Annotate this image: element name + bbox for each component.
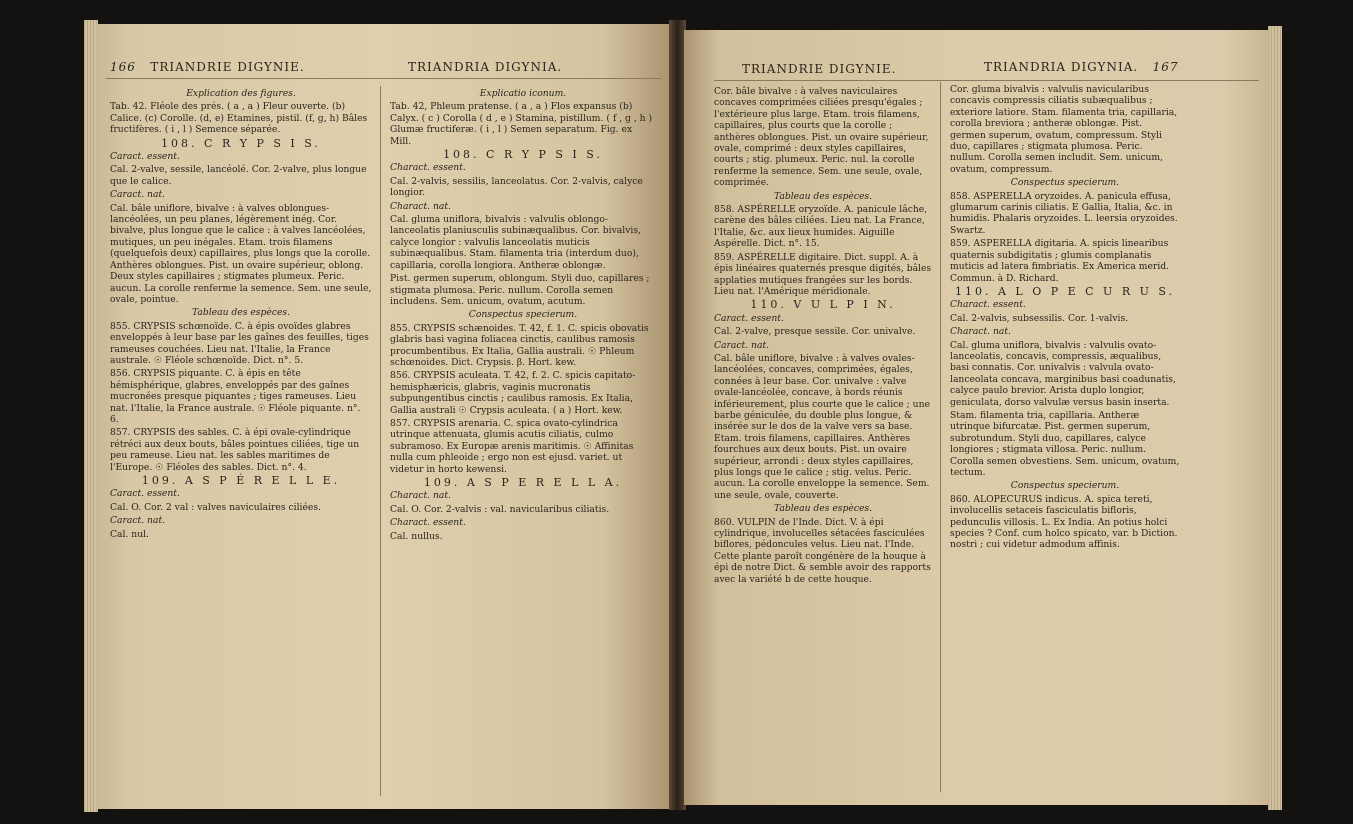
right-column-rule (940, 82, 941, 792)
text-paragraph: Cor. bâle bivalve : à valves naviculaires concaves comprimées ciliées presqu'égales ; l'extérieure plus large. Etam. trois filamens, capillaires, plus courts que la corolle ; anthères oblongues. Pist. un ovaire supérieur, ovale, comprimé : deux styles capillaires, courts ; stig. plumeux. Peric. nul. la corolle renferme la semence. Sem. une seule, ovale, comprimée. (714, 86, 929, 189)
text-paragraph: 857. CRYPSIS des sables. C. à épi ovale-cylindrique rétréci aux deux bouts, bâles pointues ciliées, tige un peu rameuse. Lieu nat. les sables maritimes de l'Europe. ☉ Fléoles des sables. Dict. n°. 4. (110, 427, 360, 473)
text-paragraph: 858. ASPÉRELLE oryzoïde. A. panicule lâche, carène des bâles ciliées. Lieu nat. La France, l'Italie, &c. aux lieux humides. Aiguille Aspérelle. Dict. n°. 15. (714, 204, 928, 250)
text-paragraph: Pist. germen superum, oblongum. Styli duo, capillares ; stigmata plumosa. Peric. nullum. Corolla semen includens. Sem. unicum, ovatum, acutum. (390, 273, 650, 307)
text-paragraph: Cal. O. Cor. 2 val : valves naviculaires ciliées. (110, 501, 321, 513)
left-head-rule (106, 78, 661, 79)
text-paragraph: Cal. gluma uniflora, bivalvis : valvulis ovato-lanceolatis, concavis, compressis, æqualibus, basi connatis. Cor. univalvis : valvula ovato-lanceolata concava, marginibus basi coadunatis, calyce paulo brevior. Arista duplo longior, geniculata, dorso valvulæ versus basin inserta. (950, 339, 1176, 408)
text-paragraph: 856. CRYPSIS piquante. C. à épis en tête hémisphérique, glabres, enveloppés par des gaînes mucronées presque piquantes ; tiges rameuses. Lieu nat. l'Italie, la France australe. ☉ Fléole piquante. n°. 6. (110, 368, 361, 425)
text-paragraph: 108. C R Y P S I S. (161, 136, 321, 150)
text-paragraph: Tableau des espèces. (773, 503, 873, 515)
left-page-number: 166 (110, 60, 136, 74)
text-paragraph: Stam. filamenta tria, capillaria. Antheræ utrinque bifurcatæ. Pist. germen superum, subrotundum. Styli duo, capillares, calyce longiores ; stigmata villosa. Peric. nullum. Corolla semen obvestiens. Sem. unicum, ovatum, tectum. (950, 409, 1180, 478)
right-head-rule (714, 80, 1259, 81)
text-paragraph: Tableau des espèces. (191, 307, 291, 319)
left-page (96, 24, 671, 809)
right-running-head-la (984, 60, 1179, 74)
left-latin-column (390, 88, 656, 544)
text-paragraph: Caract. essent. (110, 488, 180, 500)
text-paragraph: Tableau des espèces. (773, 190, 873, 202)
right-page-edges (1268, 26, 1282, 810)
text-paragraph: 859. ASPÉRELLE digitaire. Dict. suppl. A. à épis linéaires quaternés presque digités, bâles applaties mutiques frangées sur les bords. Lieu nat. l'Amérique méridionale. (714, 251, 932, 297)
text-paragraph: Charact. nat. (950, 326, 1011, 338)
left-running-head-fr (110, 60, 305, 74)
text-paragraph: Charact. essent. (390, 517, 466, 529)
right-head-fr: TRIANDRIE DIGYNIE. (742, 62, 897, 76)
text-paragraph: Caract. nat. (110, 189, 166, 201)
text-paragraph: 855. CRYPSIS schœnoïde. C. à épis ovoïdes glabres enveloppés à leur base par les gaînes des feuilles, tiges rameuses couchées. Lieu nat. l'Italie, la France australe. ☉ Fléole schœnoïde. Dict. n°. 5. (110, 320, 369, 366)
right-latin-column (950, 84, 1180, 553)
text-paragraph: Cal. bâle uniflore, bivalve : à valves oblongues-lancéolées, un peu planes, légèrement inég. Cor. bivalve, plus longue que le calice : à valves lancéolées, mutiques, un peu inégales. Etam. trois filamens (quelquefois deux) capillaires, plus longs que la corolle. Anthères oblongues. Pist. un ovaire supérieur, oblong. Deux styles capillaires ; stigmates plumeux. Peric. aucun. La corolle renferme la semence. Sem. une seule, ovale, pointue. (110, 202, 372, 305)
text-paragraph: Cor. gluma bivalvis : valvulis navicularibus concavis compressis ciliatis subæqualibus ; exteriore latiore. Stam. filamenta tria, capillaria, corolla breviora ; antheræ oblongæ. Pist. germen superum, ovatum, compressum. Styli duo, capillares ; stigmata plumosa. Peric. nullum. Corolla semen includit. Sem. unicum, ovatum, compressum. (950, 84, 1178, 175)
left-head-fr: TRIANDRIE DIGYNIE. (150, 60, 305, 74)
text-paragraph: Explication des figures. (186, 88, 296, 99)
left-running-head-la: TRIANDRIA DIGYNIA. (408, 60, 563, 74)
text-paragraph: Cal. 2-valvis, subsessilis. Cor. 1-valvis. (950, 312, 1129, 324)
text-paragraph: Conspectus specierum. (1010, 480, 1120, 492)
text-paragraph: Cal. nullus. (390, 530, 443, 542)
text-paragraph: Charact. essent. (950, 299, 1026, 311)
text-paragraph: Cal. 2-valve, presque sessile. Cor. univalve. (714, 326, 916, 338)
text-paragraph: 108. C R Y P S I S. (443, 148, 603, 162)
text-paragraph: Caract. nat. (714, 339, 770, 351)
left-column-rule (380, 86, 381, 796)
text-paragraph: 855. CRYPSIS schænoides. T. 42, f. 1. C. spicis obovatis glabris basi vagina foliacea cinctis, caulibus ramosis procumbentibus. Ex Italia, Gallia australi. ☉ Phleum schœnoides. Dict. Crypsis. β. Hort. kew. (390, 322, 649, 368)
text-paragraph: 859. ASPERELLA digitaria. A. spicis linearibus quaternis subdigitatis ; glumis complanatis muticis ad latera fimbriatis. Ex America merid. Commun. à D. Richard. (950, 238, 1170, 284)
text-paragraph: Charact. nat. (390, 490, 451, 502)
text-paragraph: 857. CRYPSIS arenaria. C. spica ovato-cylindrica utrinque attenuata, glumis acutis ciliatis, culmo subramoso. Ex Europæ arenis maritimis. ☉ Affinitas nulla cum phleoide ; ergo non est ejusd. variet. ut videtur in horto kewensi. (390, 417, 634, 475)
text-paragraph: 110. V U L P I N. (750, 298, 896, 312)
text-paragraph: Cal. bâle uniflore, bivalve : à valves ovales-lancéolées, concaves, comprimées, égales, connées à leur base. Cor. univalve : valve ovale-lancéolée, concave, à bords réunis inférieurement, plus courte que le calice ; une barbe géniculée, du double plus longue, & insérée sur le dos de la valve vers sa base. Etam. trois filamens, capillaires. Anthères fourchues aux deux bouts. Pist. un ovaire supérieur, arrondi : deux styles capillaires, plus longs que le calice ; stig. velus. Peric. aucun. La corolle enveloppe la semence. Sem. une seule, ovale, couverte. (714, 352, 930, 501)
text-paragraph: Caract. essent. (714, 312, 784, 324)
text-paragraph: Cal. O. Cor. 2-valvis : val. navicularibus ciliatis. (390, 503, 610, 515)
text-paragraph: Charact. essent. (390, 162, 466, 174)
text-paragraph: 109. A S P E R E L L A. (423, 476, 623, 489)
right-head-la: TRIANDRIA DIGYNIA. (984, 60, 1139, 74)
text-paragraph: Cal. gluma uniflora, bivalvis : valvulis oblongo-lanceolatis planiusculis subinæqualibus. Cor. bivalvis, calyce longior : valvulis lanceolatis muticis subinæqualibus. Stam. filamenta tria (interdum duo), capillaria, corolla longiora. Antheræ oblongæ. (390, 214, 641, 271)
right-page-number: 167 (1152, 60, 1179, 74)
text-paragraph: 858. ASPERELLA oryzoides. A. panicula effusa, glumarum carinis ciliatis. E Gallia, Italia, &c. in humidis. Phalaris oryzoides. L. leersia oryzoides. Swartz. (950, 190, 1178, 236)
right-page (684, 30, 1270, 805)
text-paragraph: Cal. nul. (110, 528, 149, 540)
text-paragraph: Cal. 2-valve, sessile, lancéolé. Cor. 2-valve, plus longue que le calice. (110, 164, 367, 187)
text-paragraph: Tab. 42. Fléole des prés. ( a , a ) Fleur ouverte. (b) Calice. (c) Corolle. (d, e) Etamines, pistil. (f, g, h) Bâles fructifères. ( i , l ) Semence séparée. (110, 101, 368, 136)
text-paragraph: 860. VULPIN de l'Inde. Dict. V. à épi cylindrique, involucelles sétacées fasciculées biflores, pédoncules velus. Lieu nat. l'Inde. Cette plante paroît congénère de la houque à épi de notre Dict. & semble avoir des rapports avec la variété b de cette houque. (714, 516, 931, 585)
text-paragraph: Cal. 2-valvis, sessilis, lanceolatus. Cor. 2-valvis, calyce longior. (390, 175, 643, 199)
text-paragraph: Conspectus specierum. (468, 309, 578, 321)
text-paragraph: Charact. nat. (390, 200, 451, 212)
left-french-column (110, 88, 372, 542)
text-paragraph: 856. CRYPSIS aculeata. T. 42, f. 2. C. spicis capitato-hemisphæricis, glabris, vaginis mucronatis subpungentibus cinctis ; caulibus ramosis. Ex Italia, Gallia australi ☉ Crypsis aculeata. ( a ) Hort. kew. (390, 370, 636, 416)
text-paragraph: 110. A L O P E C U R U S. (954, 284, 1176, 298)
text-paragraph: Conspectus specierum. (1010, 177, 1120, 189)
text-paragraph: Caract. essent. (110, 151, 180, 163)
text-paragraph: Explicatio iconum. (479, 88, 567, 99)
text-paragraph: Caract. nat. (110, 515, 166, 527)
text-paragraph: Tab. 42, Phleum pratense. ( a , a ) Flos expansus (b) Calyx. ( c ) Corolla ( d , e ) Stamina, pistillum. ( f , g , h ) Glumæ fructiferæ. ( i , l ) Semen separatum. Fig. ex Mill. (390, 101, 653, 147)
right-french-column (714, 86, 932, 587)
text-paragraph: 860. ALOPECURUS indicus. A. spica tereti, involucellis setaceis fasciculatis bifloris, pedunculis villosis. L. Ex India. An potius holci species ? Conf. cum holco spicato, var. b Diction. nostri ; cui videtur admodum affinis. (950, 493, 1178, 551)
text-paragraph: 109. A S P É R E L L E. (141, 474, 341, 487)
